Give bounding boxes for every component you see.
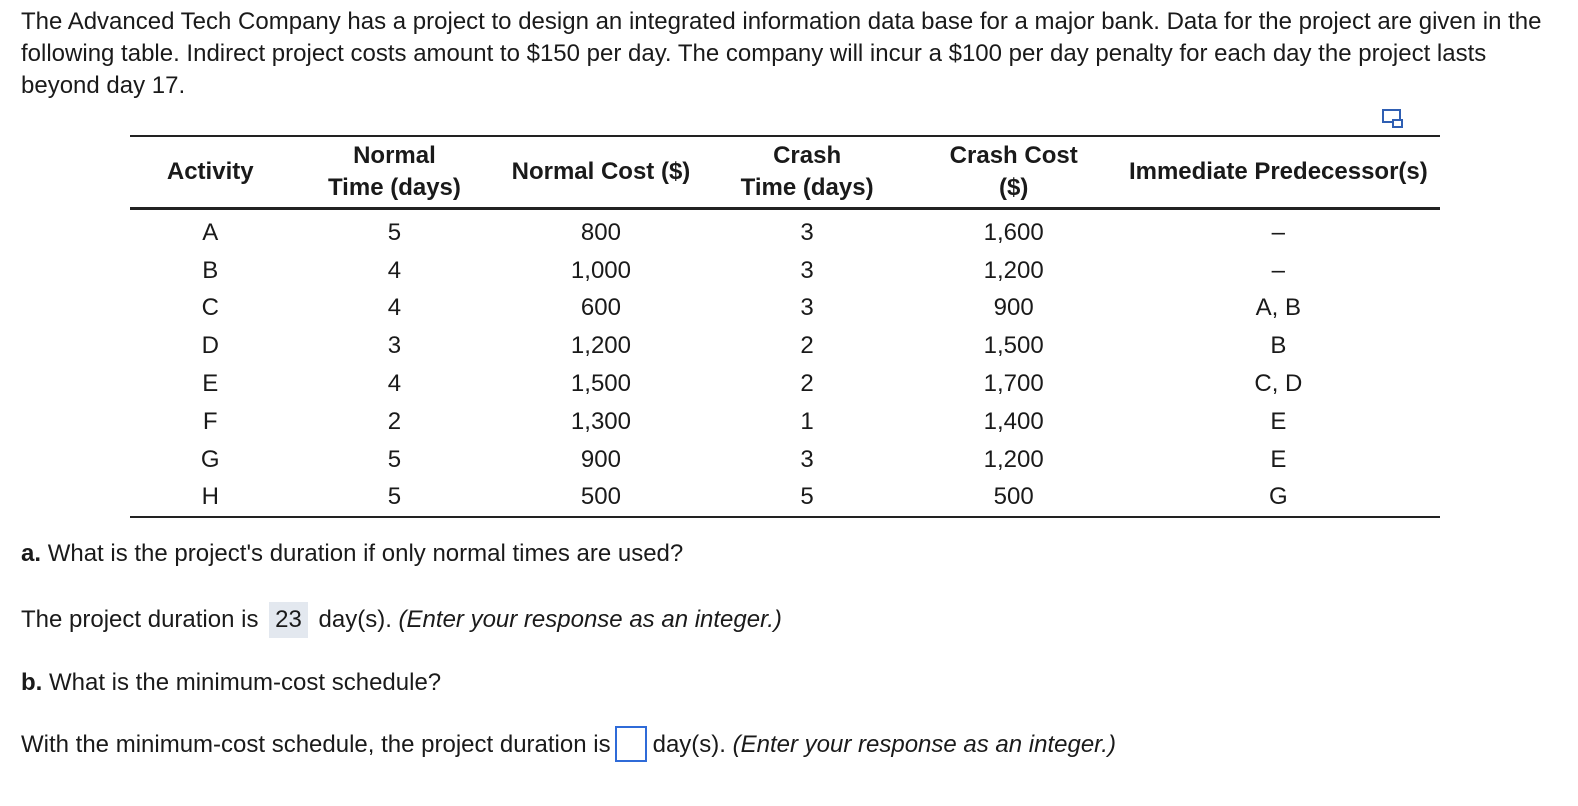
question-a xyxy=(21,538,683,570)
cell-activity: B xyxy=(202,256,219,284)
header-crash-cost-line1: Crash Cost xyxy=(949,142,1078,169)
cell-activity: F xyxy=(202,407,218,435)
cell-crash-time: 2 xyxy=(800,370,814,398)
cell-predecessors: – xyxy=(1271,218,1286,246)
answer-b-input[interactable] xyxy=(615,726,647,762)
cell-activity: A xyxy=(202,218,219,246)
header-normal-time xyxy=(290,136,498,209)
header-activity-label: Activity xyxy=(166,158,254,185)
header-normal-time-line1: Normal xyxy=(353,142,436,169)
cell-crash-cost: 1,600 xyxy=(983,218,1044,246)
cell-crash-time: 2 xyxy=(800,332,814,360)
header-crash-cost-line2: ($) xyxy=(999,174,1029,201)
cell-activity: G xyxy=(200,445,220,473)
cell-crash-time: 3 xyxy=(800,445,814,473)
cell-crash-cost: 500 xyxy=(993,483,1034,511)
table-row xyxy=(130,441,1440,479)
cell-predecessors: G xyxy=(1269,483,1288,511)
cell-crash-time: 5 xyxy=(800,483,814,511)
cell-normal-cost: 900 xyxy=(580,445,621,473)
cell-activity: E xyxy=(202,370,219,398)
table-row xyxy=(130,327,1440,365)
cell-normal-time: 5 xyxy=(387,218,402,246)
cell-normal-time: 4 xyxy=(387,370,402,398)
header-crash-time-line2: Time (days) xyxy=(740,174,874,201)
question-a-text: What is the project's duration if only normal times are used? xyxy=(47,540,684,567)
header-normal-cost xyxy=(498,136,703,209)
cell-normal-cost: 1,200 xyxy=(570,332,631,360)
question-a-label: a. xyxy=(21,540,42,567)
header-normal-time-line2: Time (days) xyxy=(327,174,461,201)
cell-normal-cost: 800 xyxy=(580,218,621,246)
header-predecessors xyxy=(1117,136,1440,209)
table-row xyxy=(130,209,1440,252)
answer-a-value[interactable]: 23 xyxy=(269,602,308,638)
header-crash-time xyxy=(704,136,911,209)
cell-normal-cost: 500 xyxy=(580,483,621,511)
cell-crash-time: 3 xyxy=(800,294,814,322)
answer-a-suffix: day(s). xyxy=(318,606,392,633)
cell-crash-time: 3 xyxy=(800,256,814,284)
table-row xyxy=(130,479,1440,518)
table-row xyxy=(130,403,1440,441)
cell-normal-time: 5 xyxy=(387,445,402,473)
cell-activity: C xyxy=(201,294,219,322)
cell-crash-cost: 1,700 xyxy=(983,370,1044,398)
answer-b-line xyxy=(21,729,1116,762)
cell-normal-time: 4 xyxy=(387,256,402,284)
table-row xyxy=(130,252,1440,290)
cell-normal-cost: 1,000 xyxy=(570,256,631,284)
cell-normal-cost: 600 xyxy=(580,294,621,322)
answer-b-prefix: With the minimum-cost schedule, the project duration is xyxy=(21,731,611,758)
cell-predecessors: – xyxy=(1271,256,1286,284)
cell-crash-cost: 1,200 xyxy=(983,256,1044,284)
cell-crash-cost: 900 xyxy=(993,294,1034,322)
header-crash-time-line1: Crash xyxy=(773,142,842,169)
cell-normal-cost: 1,300 xyxy=(570,407,631,435)
answer-a-hint: (Enter your response as an integer.) xyxy=(398,606,782,633)
cell-activity: H xyxy=(201,483,219,511)
question-b xyxy=(21,667,441,699)
cell-predecessors: A, B xyxy=(1255,294,1302,322)
question-b-label: b. xyxy=(21,669,43,696)
table-row xyxy=(130,365,1440,403)
header-crash-cost xyxy=(911,136,1117,209)
cell-activity: D xyxy=(201,332,219,360)
cell-crash-time: 3 xyxy=(800,218,814,246)
answer-a-prefix: The project duration is xyxy=(21,606,259,633)
project-data-table xyxy=(130,135,1440,518)
cell-normal-time: 5 xyxy=(387,483,402,511)
cell-crash-cost: 1,400 xyxy=(983,407,1044,435)
cell-predecessors: E xyxy=(1270,407,1287,435)
header-normal-cost-label: Normal Cost ($) xyxy=(511,158,691,185)
cell-crash-time: 1 xyxy=(800,407,814,435)
answer-b-hint: (Enter your response as an integer.) xyxy=(732,731,1116,758)
header-predecessors-label: Immediate Predecessor(s) xyxy=(1128,158,1428,185)
table-row xyxy=(130,290,1440,328)
cell-crash-cost: 1,500 xyxy=(983,332,1044,360)
cell-predecessors: B xyxy=(1270,332,1287,360)
problem-intro: The Advanced Tech Company has a project to design an integrated information data base for a major bank. Data for the project are given in the following table. Indirect project costs amount to $150 per day. The company will incur a $100 per day penalty for each day the project lasts beyond day 17. xyxy=(21,8,1542,99)
table-header-row xyxy=(130,136,1440,209)
cell-predecessors: E xyxy=(1270,445,1287,473)
header-activity xyxy=(130,136,290,209)
copy-table-icon[interactable] xyxy=(1382,109,1404,129)
cell-normal-time: 3 xyxy=(387,332,402,360)
cell-crash-cost: 1,200 xyxy=(983,445,1044,473)
answer-b-suffix: day(s). xyxy=(652,731,726,758)
answer-a-line xyxy=(21,602,782,638)
question-b-text: What is the minimum-cost schedule? xyxy=(49,669,442,696)
cell-predecessors: C, D xyxy=(1254,370,1303,398)
cell-normal-time: 2 xyxy=(387,407,402,435)
cell-normal-time: 4 xyxy=(387,294,402,322)
cell-normal-cost: 1,500 xyxy=(570,370,631,398)
